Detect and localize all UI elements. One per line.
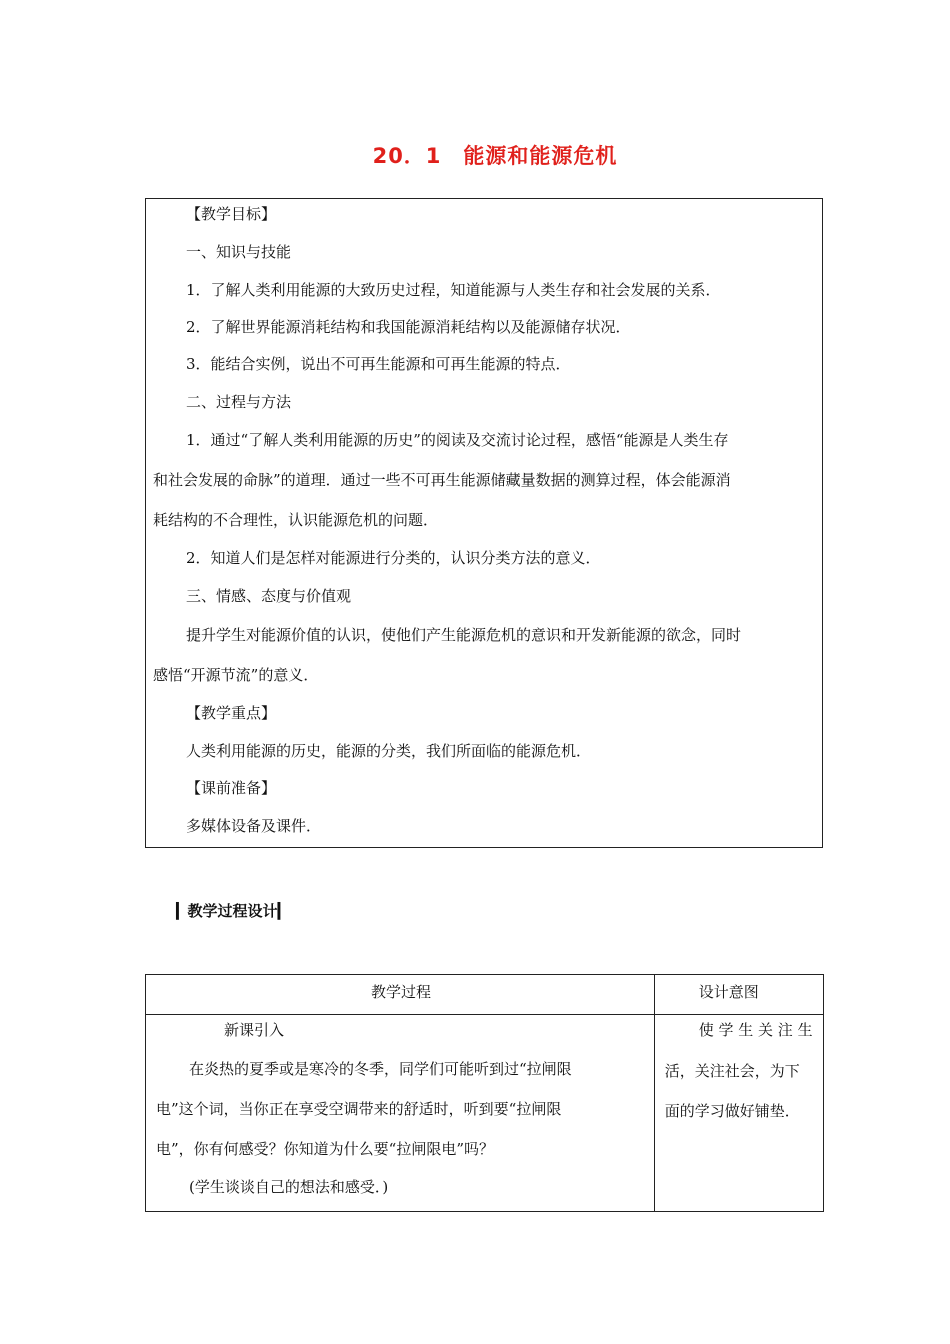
intro-line: 电”这个词，当你正在享受空调带来的舒适时，听到要“拉闸限 [156, 1100, 562, 1118]
process-cell [146, 1015, 655, 1212]
section-values-title: 三、情感、态度与价值观 [186, 587, 352, 605]
preparation-text: 多媒体设备及课件． [186, 817, 322, 835]
intro-line: 电”，你有何感受？你知道为什么要“拉闸限电”吗？ [156, 1140, 495, 1158]
preparation-heading: 【课前准备】 [186, 779, 277, 797]
objectives-heading: 【教学目标】 [186, 205, 277, 223]
key-points-text: 人类利用能源的历史，能源的分类，我们所面临的能源危机． [186, 742, 592, 760]
values-text-line: 感悟“开源节流”的意义． [153, 666, 319, 684]
intent-line: 使 学 生 关 注 生 [698, 1021, 813, 1039]
header-cell-intent [654, 975, 823, 1015]
section-process-title: 二、过程与方法 [186, 393, 292, 411]
values-text-line: 提升学生对能源价值的认识，使他们产生能源危机的意识和开发新能源的欲念，同时 [186, 626, 742, 644]
intro-line: (学生谈谈自己的想法和感受．) [189, 1178, 389, 1196]
process-table [145, 974, 824, 1212]
knowledge-item: 3．能结合实例，说出不可再生能源和可再生能源的特点． [186, 355, 571, 373]
process-item-line: 耗结构的不合理性，认识能源危机的问题． [153, 511, 439, 529]
key-points-heading: 【教学重点】 [186, 704, 277, 722]
section-knowledge-title: 一、知识与技能 [186, 243, 292, 261]
objectives-box [145, 198, 823, 848]
intent-line: 面的学习做好铺垫． [664, 1102, 800, 1120]
knowledge-item: 1．了解人类利用能源的大致历史过程，知道能源与人类生存和社会发展的关系． [186, 281, 721, 299]
page-title: 20．1 能源和能源危机 [372, 144, 618, 168]
process-item-line: 和社会发展的命脉”的道理．通过一些不可再生能源储藏量数据的测算过程，体会能源消 [153, 471, 731, 489]
col-header-intent: 设计意图 [698, 983, 759, 1001]
intent-line: 活，关注社会，为下 [664, 1062, 800, 1080]
intro-title: 新课引入 [224, 1021, 285, 1039]
intro-line: 在炎热的夏季或是寒冷的冬季，同学们可能听到过“拉闸限 [189, 1060, 572, 1078]
process-item: 2．知道人们是怎样对能源进行分类的，认识分类方法的意义． [186, 549, 601, 567]
process-section-title: ▎教学过程设计▎ [176, 902, 290, 920]
knowledge-item: 2．了解世界能源消耗结构和我国能源消耗结构以及能源储存状况． [186, 318, 631, 336]
intent-cell [654, 1015, 823, 1212]
process-item-line: 1．通过“了解人类利用能源的历史”的阅读及交流讨论过程，感悟“能源是人类生存 [186, 431, 729, 449]
col-header-process: 教学过程 [370, 983, 431, 1001]
header-cell-process [146, 975, 655, 1015]
